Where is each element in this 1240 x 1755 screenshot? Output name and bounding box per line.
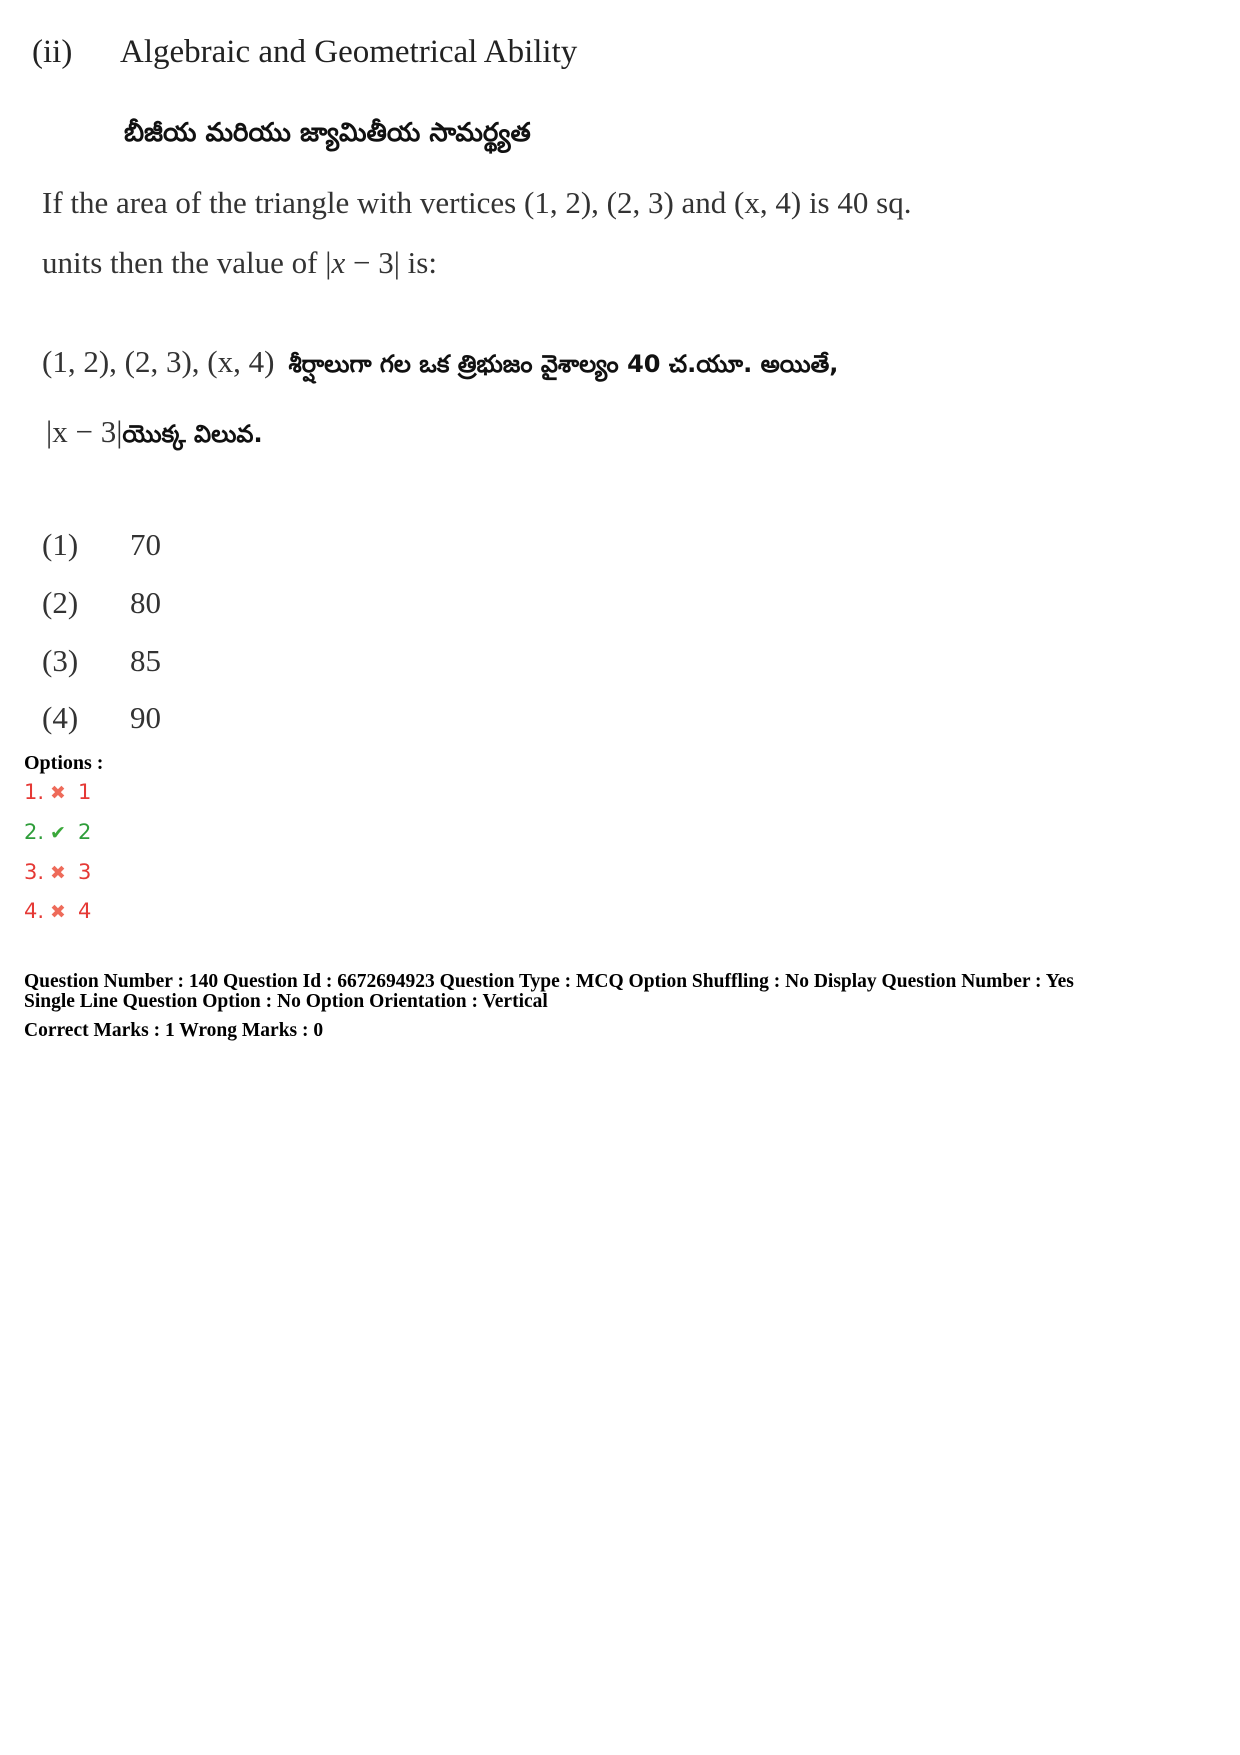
option-item-4: [24, 899, 91, 923]
option-value: 3: [78, 860, 92, 884]
question-english-line2: [42, 245, 437, 281]
choice-4: [42, 700, 161, 736]
choice-value: 90: [130, 700, 161, 735]
options-label: Options :: [24, 752, 104, 774]
choice-1: [42, 527, 161, 563]
section-title-telugu: బీజీయ మరియు జ్యామితీయ సామర్థ్యత: [124, 118, 531, 148]
question-meta-line3: Correct Marks : 1 Wrong Marks : 0: [24, 1020, 324, 1041]
cross-icon: ✖: [50, 862, 66, 884]
cross-icon: ✖: [50, 901, 66, 923]
question-meta-line2: Single Line Question Option : No Option Orientation : Vertical: [24, 991, 548, 1012]
section-number: (ii): [32, 34, 73, 70]
option-index: 2.: [24, 820, 45, 844]
question-telugu-line2: [46, 414, 263, 454]
question-english-line2-suffix: − 3| is:: [345, 245, 437, 280]
option-value: 4: [78, 899, 92, 923]
choice-label: (1): [42, 527, 79, 562]
option-item-1: [24, 780, 91, 804]
question-meta-line1: Question Number : 140 Question Id : 6672694923 Question Type : MCQ Option Shuffling : No Display Question Number : Yes: [24, 971, 1074, 992]
option-item-3: [24, 860, 91, 884]
cross-icon: ✖: [50, 782, 66, 804]
question-english-line1: If the area of the triangle with vertices (1, 2), (2, 3) and (x, 4) is 40 sq.: [42, 185, 912, 220]
choice-2: [42, 585, 161, 621]
choice-label: (4): [42, 700, 79, 735]
question-telugu-line1-math: (1, 2), (2, 3), (x, 4): [42, 344, 275, 379]
question-english-line2-var: x: [331, 245, 346, 280]
question-telugu-line2-text: యొక్క విలువ.: [122, 420, 263, 448]
question-english-line2-prefix: units then the value of |: [42, 245, 332, 280]
option-index: 3.: [24, 860, 45, 884]
choice-label: (3): [42, 643, 79, 678]
option-value: 1: [78, 780, 92, 804]
option-item-2: [24, 820, 91, 844]
choice-value: 80: [130, 585, 161, 620]
section-title: Algebraic and Geometrical Ability: [120, 34, 578, 70]
choice-value: 85: [130, 643, 161, 678]
checkmark-icon: ✔: [50, 822, 66, 844]
choice-3: [42, 643, 161, 679]
question-telugu-line1-text: శీర్షాలుగా గల ఒక త్రిభుజం వైశాల్యం 40 చ.యూ. అయితే,: [288, 350, 839, 378]
choice-label: (2): [42, 585, 79, 620]
question-telugu-line1: [42, 344, 838, 384]
question-telugu-line2-math: |x − 3|: [46, 414, 123, 449]
option-index: 4.: [24, 899, 45, 923]
choice-value: 70: [130, 527, 161, 562]
option-index: 1.: [24, 780, 45, 804]
option-value: 2: [78, 820, 92, 844]
